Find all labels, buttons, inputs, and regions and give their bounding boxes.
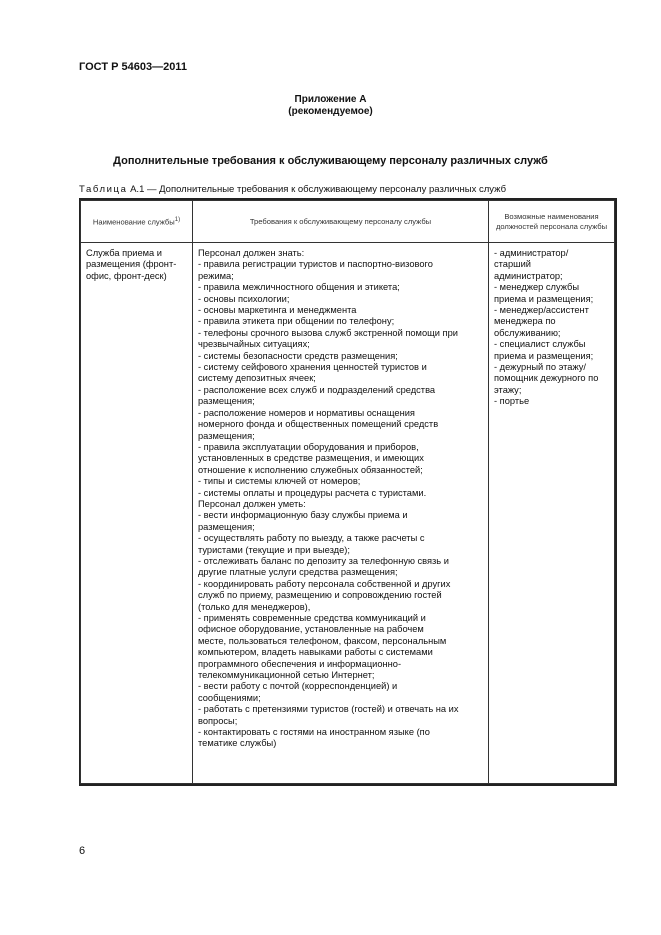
- requirement-item: - основы маркетинга и менеджмента: [198, 305, 357, 316]
- position-item: - менеджер/ассистент менеджера по обслуживанию;: [494, 305, 589, 338]
- caption-text: — Дополнительные требования к обслуживающему персоналу различных служб: [147, 184, 507, 195]
- table-row: [81, 243, 615, 784]
- header-service: Наименование службы$^{1)}$: [81, 201, 193, 243]
- caption-number: А.1: [130, 184, 145, 195]
- requirement-item: - вести информационную базу службы приема и размещения;: [198, 510, 408, 532]
- section-heading: Дополнительные требования к обслуживающему персоналу различных служб: [113, 155, 548, 167]
- appendix-block: [0, 94, 661, 118]
- service-cell: Служба приема и размещения (фронт- офис, фронт-деск): [81, 243, 193, 784]
- position-item: - специалист службы приема и размещения;: [494, 339, 594, 361]
- caption-label: Таблица: [79, 184, 128, 195]
- requirement-item: - системы оплаты и процедуры расчета с туристами.: [198, 487, 427, 498]
- requirement-item: - основы психологии;: [198, 293, 290, 304]
- footnote-marker: 1): [174, 217, 181, 224]
- requirements-list: [198, 248, 484, 750]
- positions-cell: [489, 243, 615, 784]
- header-requirements: Требования к обслуживающему персоналу службы: [193, 201, 489, 243]
- document-code: ГОСТ Р 54603—2011: [79, 61, 187, 73]
- requirement-item: - осуществлять работу по выезду, а также расчеты с туристами (текущие и при выезде);: [198, 533, 425, 555]
- table-header-row: [81, 201, 615, 243]
- requirement-item: - телефоны срочного вызова служб экстренной помощи при чрезвычайных ситуациях;: [198, 327, 458, 350]
- requirement-item: - правила межличностного общения и этикета;: [198, 282, 400, 293]
- positions-list: [494, 248, 610, 408]
- requirement-item: - систему сейфового хранения ценностей туристов и систему депозитных ячеек;: [198, 362, 427, 384]
- requirement-item: Персонал должен знать:: [198, 248, 305, 258]
- requirement-item: - координировать работу персонала собственной и других служб по приему, размещению и сопровождению гостей (только для менеджеров),: [198, 578, 451, 612]
- appendix-subtitle: (рекомендуемое): [288, 106, 373, 117]
- requirement-item: - правила этикета при общении по телефону;: [198, 316, 395, 327]
- requirement-item: - расположение номеров и нормативы оснащения номерного фонда и общественных помещений средств размещения;: [198, 407, 439, 441]
- requirements-table: [79, 198, 617, 786]
- requirement-item: - правила регистрации туристов и паспортно-визового режима;: [198, 259, 433, 281]
- requirement-item: - работать с претензиями туристов (гостей) и отвечать на их вопросы;: [198, 704, 459, 726]
- position-item: - дежурный по этажу/ помощник дежурного по этажу;: [494, 362, 599, 395]
- appendix-title: Приложение А: [294, 94, 367, 105]
- position-item: - менеджер службы приема и размещения;: [494, 282, 594, 304]
- requirements-cell: [193, 243, 489, 784]
- requirement-item: - вести работу с почтой (корреспонденцией) и сообщениями;: [198, 681, 398, 703]
- requirement-item: - применять современные средства коммуникаций и офисное оборудование, установленные на рабочем месте, пользоваться телефоном, факсом, персональным компьютером, владеть навыками работы с системами программного обеспечения и информационно- телекоммуникационной сетью Интернет;: [198, 613, 447, 681]
- requirement-item: - расположение всех служб и подразделений средства размещения;: [198, 384, 436, 407]
- requirement-item: - правила эксплуатации оборудования и приборов, установленных в средстве размещения, и имеющих отношение к исполнению служебных обязанностей;: [198, 441, 424, 475]
- requirement-item: - системы безопасности средств размещения;: [198, 350, 398, 361]
- requirement-item: Персонал должен уметь:: [198, 498, 306, 509]
- page-number: 6: [79, 845, 86, 857]
- table-caption: [79, 184, 506, 195]
- position-item: - администратор/ старший администратор;: [494, 248, 569, 281]
- header-positions: Возможные наименования должностей персонала службы: [489, 201, 615, 243]
- requirement-item: - контактировать с гостями на иностранном языке (по тематике службы): [198, 727, 430, 749]
- requirement-item: - отслеживать баланс по депозиту за телефонную связь и другие платные услуги средства размещения;: [198, 555, 449, 578]
- requirement-item: - типы и системы ключей от номеров;: [198, 476, 361, 487]
- position-item: - портье: [494, 396, 530, 407]
